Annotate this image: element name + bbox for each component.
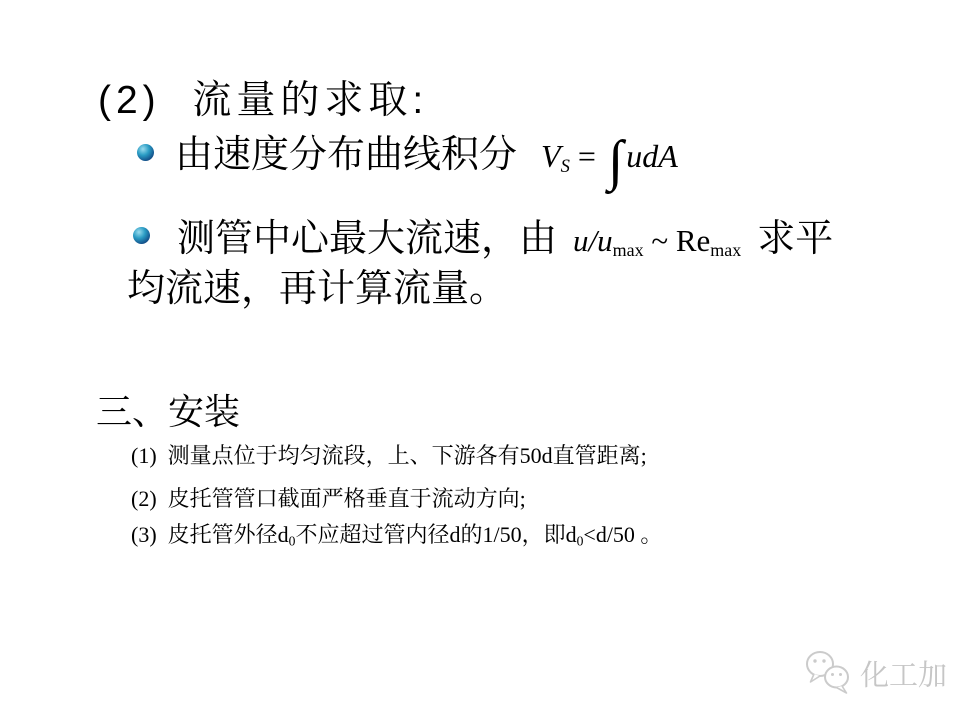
bullet-2-text-before: 测管中心最大流速，由 [177, 218, 558, 260]
formula-var-umax: u [597, 223, 613, 258]
item-3-sub-0a: 0 [288, 533, 296, 549]
formula-slash: / [588, 223, 598, 258]
section-heading-installation: 三、安装 [96, 391, 241, 432]
install-item-2: (2) 皮托管管口截面严格垂直于流动方向; [131, 486, 526, 511]
watermark-brand-text: 化工加 [860, 659, 948, 692]
formula-tilde: ~ [643, 223, 676, 258]
formula-integrand: udA [626, 138, 678, 174]
bullet-2-wrap-line: 均流速，再计算流量。 [127, 268, 508, 310]
item-3-part-3: <d/50 。 [583, 522, 663, 547]
formula-var-u: u [573, 223, 589, 258]
formula-Re: Re [675, 223, 711, 258]
formula-sub-S: S [560, 156, 570, 178]
install-item-1: (1) 测量点位于均匀流段，上、下游各有50d直管距离; [131, 443, 647, 468]
bullet-sphere-icon [137, 144, 154, 161]
install-item-3 [131, 522, 662, 550]
formula-u-umax-re [573, 225, 741, 260]
formula-equals: = [569, 138, 604, 174]
bullet-1-text: 由速度分布曲线积分 [175, 134, 518, 176]
formula-vs-integral [541, 130, 678, 193]
bullet-item-max-velocity [177, 220, 833, 260]
wechat-bubbles-icon [802, 648, 856, 698]
bullet-item-integration [175, 130, 678, 193]
integral-sign: ∫ [607, 130, 624, 193]
bullet-sphere-icon [133, 227, 150, 244]
item-3-part-1: (3) 皮托管外径d [131, 522, 289, 547]
item-3-part-2: 不应超过管内径d的1/50，即d [295, 522, 577, 547]
watermark-logo [802, 648, 947, 698]
slide-title: (2) 流量的求取: [98, 79, 429, 122]
bullet-2-text-after: 求平 [757, 218, 834, 260]
formula-var-V: V [541, 138, 561, 174]
formula-sub-max: max [612, 240, 644, 261]
item-3-sub-0b: 0 [576, 533, 584, 549]
formula-Re-sub-max: max [710, 240, 742, 261]
